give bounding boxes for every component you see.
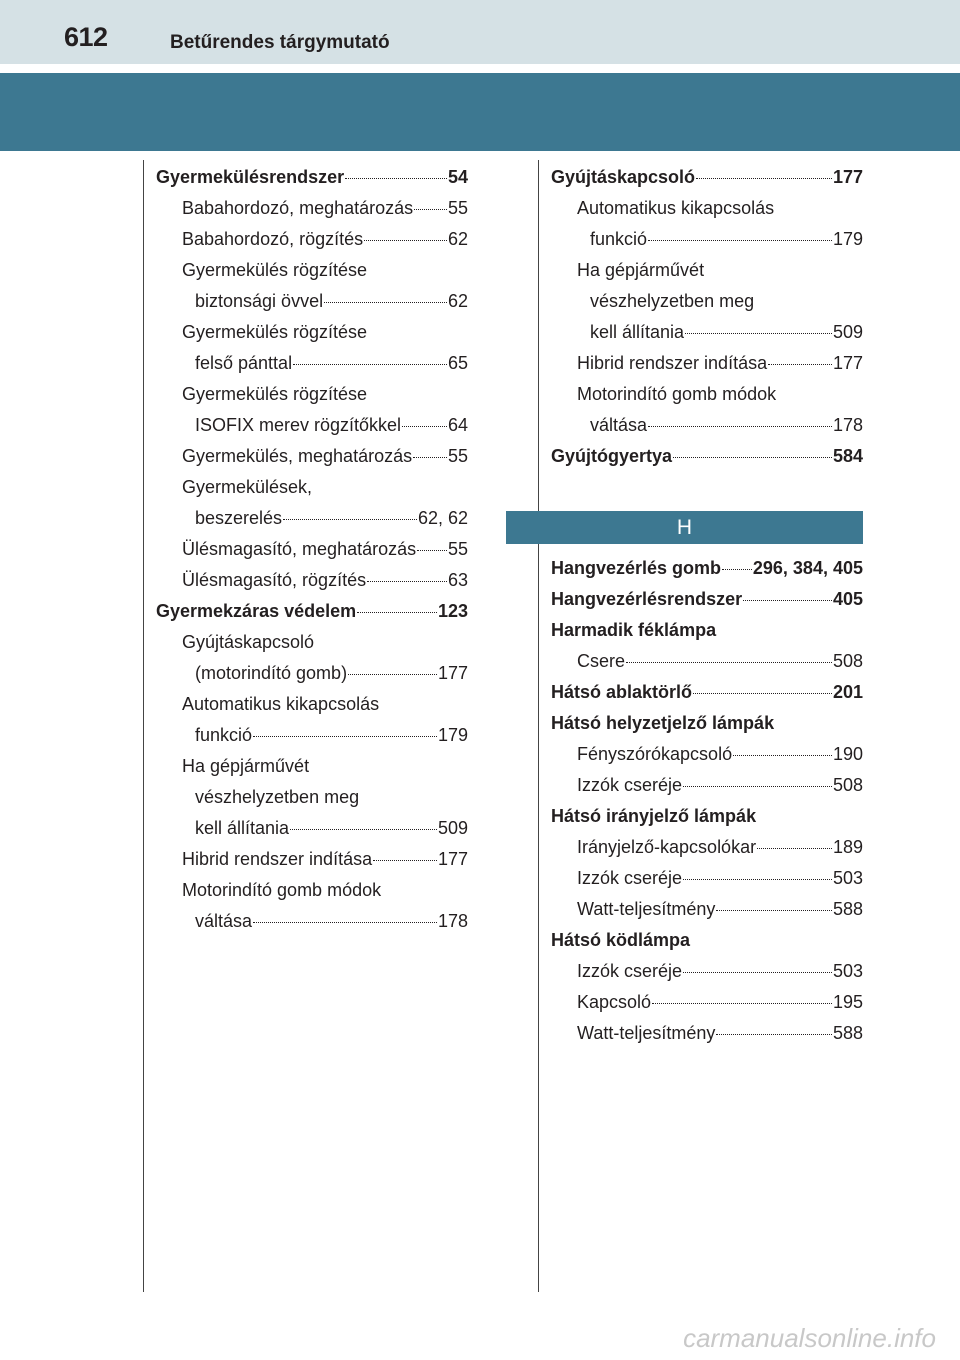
dot-leader [324,302,447,303]
entry-page: 201 [832,682,863,702]
index-entry [551,744,863,775]
dot-leader [283,519,417,520]
entry-term: Gyújtáskapcsoló [551,167,696,187]
entry-term: Babahordozó, meghatározás [182,198,414,218]
entry-term: Gyermekülésrendszer [156,167,345,187]
entry-term: Gyermekülések, [182,477,313,497]
entry-page: 62 [447,291,468,311]
dot-leader [357,612,437,613]
dot-leader [345,178,447,179]
dot-leader [722,569,752,570]
dot-leader [290,829,437,830]
entry-page: 177 [437,663,468,683]
entry-page: 195 [832,992,863,1012]
index-entry [156,198,468,229]
index-entry [156,477,468,508]
section-gap [551,544,863,558]
entry-term: kell állítania [590,322,685,342]
index-entry [156,663,468,694]
entry-term: funkció [195,725,253,745]
dot-leader [253,736,437,737]
index-entry [551,322,863,353]
entry-term: Hangvezérlésrendszer [551,589,743,609]
index-entry [156,880,468,911]
entry-term: Gyújtógyertya [551,446,673,466]
entry-term: Gyermekzáras védelem [156,601,357,621]
dot-leader [716,910,832,911]
index-entry [551,899,863,930]
entry-term: Ha gépjárművét [577,260,705,280]
entry-page: 588 [832,1023,863,1043]
entry-term: Izzók cseréje [577,868,683,888]
index-entry [156,849,468,880]
entry-page: 405 [832,589,863,609]
entry-term: Gyermekülés rögzítése [182,260,368,280]
index-entry [156,508,468,539]
header-band [0,73,960,151]
dot-leader [373,860,437,861]
entry-term: Hangvezérlés gomb [551,558,722,578]
entry-term: Harmadik féklámpa [551,620,717,640]
right-column-rule [538,160,539,1292]
entry-page: 509 [437,818,468,838]
entry-page: 509 [832,322,863,342]
dot-leader [626,662,832,663]
index-entry [551,868,863,899]
index-entry [551,415,863,446]
entry-page: 508 [832,775,863,795]
index-entry [551,651,863,682]
entry-term: Csere [577,651,626,671]
entry-term: funkció [590,229,648,249]
index-entry [551,806,863,837]
index-entry [156,322,468,353]
index-entry [551,992,863,1023]
entry-term: Fényszórókapcsoló [577,744,733,764]
dot-leader [364,240,447,241]
index-entry [156,539,468,570]
entry-term: Izzók cseréje [577,961,683,981]
entry-term: Watt-teljesítmény [577,1023,716,1043]
entry-page: 503 [832,961,863,981]
entry-term: Hátsó ködlámpa [551,930,691,950]
index-entry [156,632,468,663]
index-entry [156,818,468,849]
header-bar [0,0,960,64]
entry-page: 63 [447,570,468,590]
entry-term: felső pánttal [195,353,293,373]
dot-leader [768,364,832,365]
dot-leader [733,755,832,756]
entry-page: 54 [447,167,468,187]
dot-leader [743,600,832,601]
dot-leader [253,922,437,923]
entry-page: 189 [832,837,863,857]
index-entry [156,167,468,198]
dot-leader [693,693,832,694]
dot-leader [652,1003,832,1004]
dot-leader [683,972,832,973]
dot-leader [716,1034,832,1035]
entry-term: Kapcsoló [577,992,652,1012]
entry-term: Gyújtáskapcsoló [182,632,315,652]
dot-leader [414,209,447,210]
entry-page: 584 [832,446,863,466]
entry-term: Gyermekülés rögzítése [182,384,368,404]
entry-page: 55 [447,539,468,559]
index-entry [551,713,863,744]
entry-page: 62 [447,229,468,249]
index-entry [551,291,863,322]
entry-term: Hátsó helyzetjelző lámpák [551,713,775,733]
entry-term: Hibrid rendszer indítása [577,353,768,373]
entry-term: Automatikus kikapcsolás [182,694,380,714]
index-list-right-bottom [551,558,863,1054]
entry-term: Motorindító gomb módok [577,384,777,404]
page-number: 612 [64,22,108,52]
dot-leader [683,786,832,787]
entry-term: Gyermekülés rögzítése [182,322,368,342]
index-entry [156,911,468,942]
entry-page: 179 [832,229,863,249]
index-entry [551,260,863,291]
left-column-rule [143,160,144,1292]
entry-term: vészhelyzetben meg [590,291,755,311]
index-list-right-top [551,167,863,477]
index-entry [551,775,863,806]
dot-leader [683,879,832,880]
entry-page: 178 [832,415,863,435]
index-entry [156,756,468,787]
entry-page: 190 [832,744,863,764]
entry-page: 178 [437,911,468,931]
index-entry [551,229,863,260]
dot-leader [757,848,832,849]
entry-page: 64 [447,415,468,435]
entry-term: Irányjelző-kapcsolókar [577,837,757,857]
entry-term: Hátsó ablaktörlő [551,682,693,702]
dot-leader [673,457,832,458]
entry-page: 503 [832,868,863,888]
entry-page: 177 [437,849,468,869]
entry-term: Automatikus kikapcsolás [577,198,775,218]
dot-leader [367,581,447,582]
entry-term: (motorindító gomb) [195,663,348,683]
entry-term: Hátsó irányjelző lámpák [551,806,757,826]
index-entry [551,1023,863,1054]
dot-leader [685,333,832,334]
index-entry [551,620,863,651]
page-title: Betűrendes tárgymutató [170,32,390,53]
index-entry [156,694,468,725]
index-entry [551,558,863,589]
entry-page: 588 [832,899,863,919]
entry-page: 55 [447,198,468,218]
section-letter: H [676,515,693,539]
entry-page: 65 [447,353,468,373]
dot-leader [648,426,832,427]
index-entry [156,384,468,415]
index-entry [156,291,468,322]
entry-term: ISOFIX merev rögzítőkkel [195,415,402,435]
entry-term: Ülésmagasító, rögzítés [182,570,367,590]
index-entry [156,601,468,632]
entry-term: Izzók cseréje [577,775,683,795]
entry-page: 177 [832,167,863,187]
index-entry [551,198,863,229]
index-entry [551,930,863,961]
entry-page: 179 [437,725,468,745]
entry-term: Watt-teljesítmény [577,899,716,919]
index-entry [551,167,863,198]
index-entry [156,446,468,477]
index-entry [551,589,863,620]
index-entry [156,415,468,446]
dot-leader [417,550,447,551]
entry-term: biztonsági övvel [195,291,324,311]
section-letter-bar [506,511,863,544]
dot-leader [402,426,447,427]
dot-leader [293,364,447,365]
dot-leader [348,674,437,675]
index-entry [551,446,863,477]
index-entry [156,725,468,756]
entry-page: 508 [832,651,863,671]
entry-term: beszerelés [195,508,283,528]
entry-term: Babahordozó, rögzítés [182,229,364,249]
index-entry [156,353,468,384]
entry-page: 62, 62 [417,508,468,528]
entry-term: kell állítania [195,818,290,838]
entry-term: Ha gépjárművét [182,756,310,776]
dot-leader [648,240,832,241]
entry-page: 296, 384, 405 [752,558,863,578]
index-column-left [156,167,468,942]
index-column-right [551,167,863,1054]
index-entry [156,570,468,601]
entry-term: vészhelyzetben meg [195,787,360,807]
index-entry [551,353,863,384]
dot-leader [413,457,447,458]
index-entry [551,384,863,415]
entry-term: Motorindító gomb módok [182,880,382,900]
entry-page: 55 [447,446,468,466]
index-entry [551,961,863,992]
entry-term: váltása [590,415,648,435]
entry-page: 177 [832,353,863,373]
watermark: carmanualsonline.info [683,1323,936,1353]
index-list-left [156,167,468,942]
index-entry [156,260,468,291]
index-entry [156,229,468,260]
entry-term: váltása [195,911,253,931]
entry-page: 123 [437,601,468,621]
dot-leader [696,178,832,179]
entry-term: Hibrid rendszer indítása [182,849,373,869]
index-entry [551,682,863,713]
index-entry [551,837,863,868]
index-entry [156,787,468,818]
entry-term: Gyermekülés, meghatározás [182,446,413,466]
entry-term: Ülésmagasító, meghatározás [182,539,417,559]
